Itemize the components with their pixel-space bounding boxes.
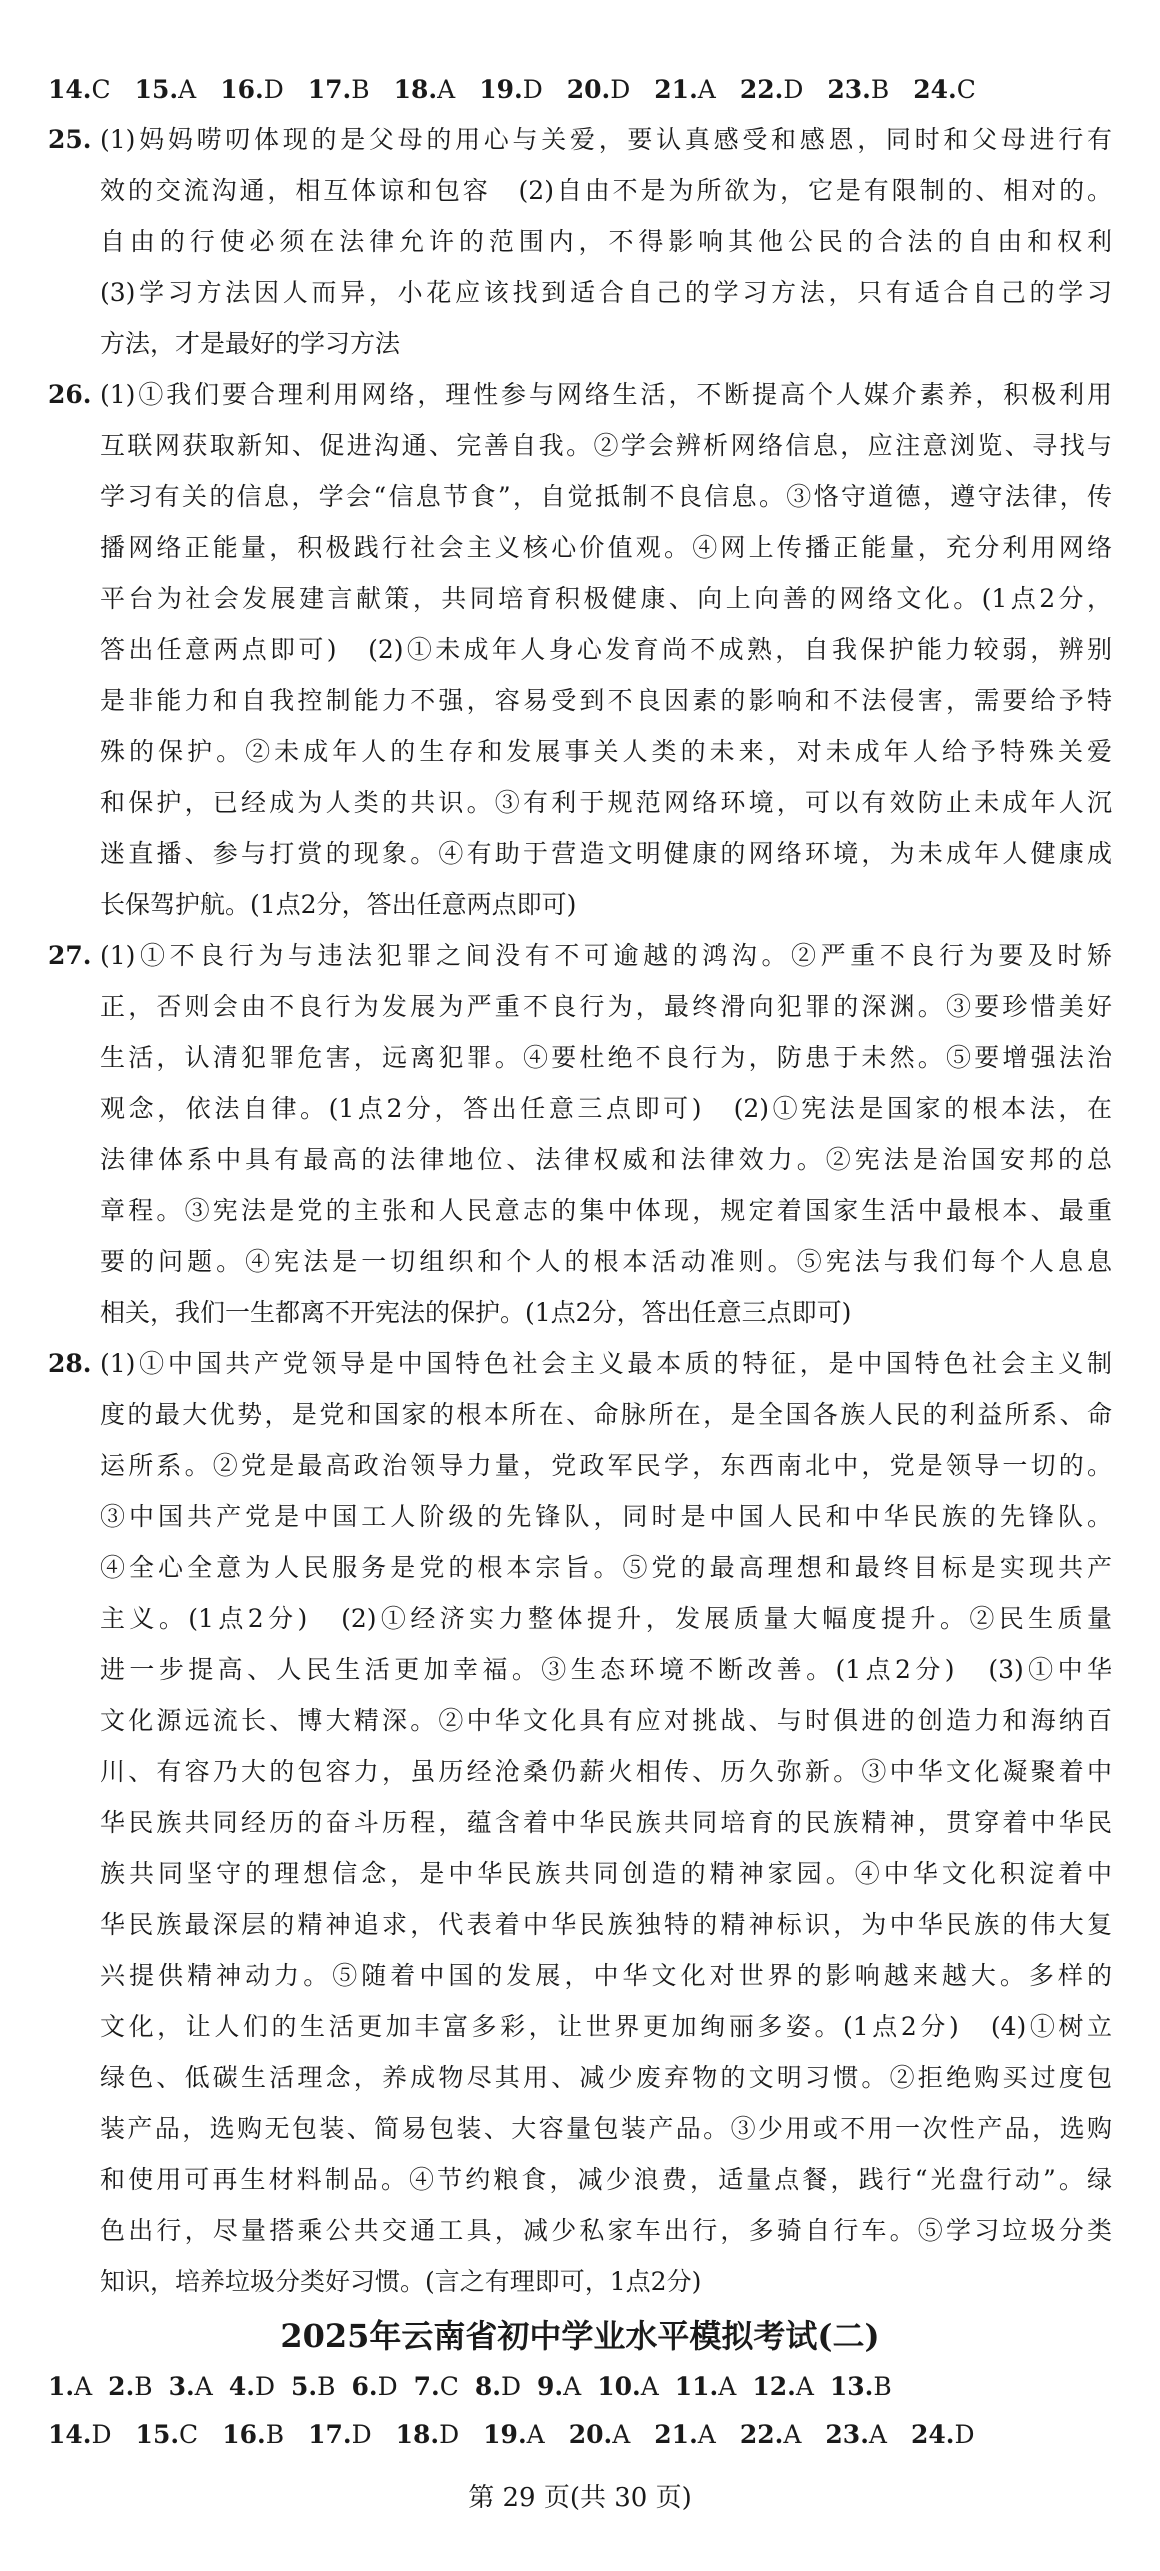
answer-item: [567, 66, 631, 114]
answer-item: [308, 2411, 372, 2459]
question-answer-text: [100, 1338, 1112, 2307]
answer-item: [135, 66, 197, 114]
answer-line: 殊的保护。②未成年人的生存和发展事关人类的未来，对未成年人给予特殊关爱: [100, 737, 1112, 766]
question-block: [48, 369, 1112, 930]
answer-line: 川、有容乃大的包容力，虽历经沧桑仍薪火相传、历久弥新。③中华文化凝聚着中: [100, 1757, 1112, 1786]
answer-number: 21.: [654, 75, 698, 104]
answer-line: 华民族共同经历的奋斗历程，蕴含着中华民族共同培育的民族精神，贯穿着中华民: [100, 1808, 1112, 1837]
answer-number: 17.: [308, 2420, 352, 2449]
answer-choice: C: [91, 75, 111, 104]
exam-title: 2025年云南省初中学业水平模拟考试(二): [280, 2317, 880, 2355]
answer-line: 迷直播、参与打赏的现象。④有助于营造文明健康的网络环境，为未成年人健康成: [100, 839, 1112, 868]
answer-item: [229, 2363, 275, 2411]
answer-choice: A: [437, 75, 456, 104]
answer-line: 播网络正能量，积极践行社会主义核心价值观。④网上传播正能量，充分利用网络: [100, 533, 1112, 562]
question-number: 25.: [48, 125, 92, 154]
answer-item: [830, 2363, 892, 2411]
answer-item: [740, 66, 804, 114]
answer-number: 21.: [654, 2420, 698, 2449]
answer-choice: D: [500, 2372, 522, 2401]
answer-line: 互联网获取新知、促进沟通、完善自我。②学会辨析网络信息，应注意浏览、寻找与: [100, 431, 1112, 460]
answer-item: [740, 2411, 802, 2459]
answer-choice: A: [640, 2372, 659, 2401]
answer-line: 度的最大优势，是党和国家的根本所在、命脉所在，是全国各族人民的利益所系、命: [100, 1400, 1112, 1429]
answer-choice: D: [522, 75, 543, 104]
answer-number: 20.: [566, 75, 611, 104]
answer-item: [675, 2363, 737, 2411]
answer-item: [479, 66, 543, 114]
answer-item: [483, 2411, 545, 2459]
answer-line: 观念，依法自律。(1点2分，答出任意三点即可) (2)①宪法是国家的根本法，在: [100, 1094, 1112, 1123]
answer-item: [291, 2363, 335, 2411]
answer-number: 24.: [910, 2420, 955, 2449]
answer-number: 18.: [395, 2420, 440, 2449]
answer-number: 23.: [825, 2420, 869, 2449]
answer-choice: B: [870, 75, 890, 104]
answer-choice: B: [134, 2372, 153, 2401]
answer-choice: C: [439, 2372, 459, 2401]
answer-line: 知识，培养垃圾分类好习惯。(言之有理即可，1点2分): [100, 2267, 702, 2296]
answer-number: 11.: [674, 2372, 719, 2401]
answer-line: 华民族最深层的精神追求，代表着中华民族独特的精神标识，为中华民族的伟大复: [100, 1910, 1112, 1939]
answer-item: [537, 2363, 581, 2411]
answer-choice: C: [179, 2420, 199, 2449]
answer-line: 主义。(1点2分) (2)①经济实力整体提升，发展质量大幅度提升。②民生质量: [100, 1604, 1112, 1633]
answer-line: (1)①中国共产党领导是中国特色社会主义最本质的特征，是中国特色社会主义制: [100, 1349, 1112, 1378]
answer-line: 族共同坚守的理想信念，是中华民族共同创造的精神家园。④中华文化积淀着中: [100, 1859, 1112, 1888]
answer-line: 正，否则会由不良行为发展为严重不良行为，最终滑向犯罪的深渊。③要珍惜美好: [100, 992, 1112, 1021]
answer-number: 23.: [827, 75, 871, 104]
answer-line: 运所系。②党是最高政治领导力量，党政军民学，东西南北中，党是领导一切的。: [100, 1451, 1112, 1480]
answer-choice: D: [263, 75, 284, 104]
answer-choice: A: [563, 2372, 582, 2401]
answer-item: [48, 2411, 112, 2459]
answer-item: [136, 2411, 199, 2459]
answer-line: 自由的行使必须在法律允许的范围内，不得影响其他公民的合法的自由和权利: [100, 227, 1112, 256]
answer-number: 4.: [228, 2372, 255, 2401]
answer-choice: A: [178, 75, 197, 104]
answer-choice: A: [526, 2420, 545, 2449]
answer-row-bottom-1: [48, 2363, 1112, 2411]
answer-number: 16.: [220, 75, 264, 104]
answer-number: 2.: [108, 2372, 135, 2401]
answer-line: 章程。③宪法是党的主张和人民意志的集中体现，规定着国家生活中最根本、最重: [100, 1196, 1112, 1225]
answer-number: 9.: [537, 2372, 564, 2401]
answer-line: 效的交流沟通，相互体谅和包容 (2)自由不是为所欲为，它是有限制的、相对的。: [100, 176, 1112, 205]
answer-item: [911, 2411, 975, 2459]
answer-item: [825, 2411, 887, 2459]
answer-choice: A: [74, 2372, 93, 2401]
answer-number: 17.: [307, 75, 352, 104]
answer-item: [752, 2363, 814, 2411]
answer-number: 14.: [48, 2420, 92, 2449]
answer-number: 7.: [413, 2372, 440, 2401]
answer-line: 要的问题。④宪法是一切组织和个人的根本活动准则。⑤宪法与我们每个人息息: [100, 1247, 1112, 1276]
answer-item: [654, 2411, 716, 2459]
answer-choice: D: [439, 2420, 460, 2449]
answer-choice: D: [91, 2420, 112, 2449]
answer-number: 14.: [48, 75, 92, 104]
answer-choice: B: [351, 75, 370, 104]
answer-line: 学习有关的信息，学会“信息节食”，自觉抵制不良信息。③恪守道德，遵守法律，传: [100, 482, 1112, 511]
question-block: [48, 1338, 1112, 2307]
answer-choice: A: [194, 2372, 213, 2401]
answer-item: [108, 2363, 152, 2411]
answer-item: [414, 2363, 459, 2411]
answer-item: [169, 2363, 213, 2411]
question-answer-text: [100, 369, 1112, 930]
answer-row-top: [48, 66, 1112, 114]
answer-choice: B: [873, 2372, 892, 2401]
answer-choice: D: [377, 2372, 398, 2401]
answer-item: [394, 66, 456, 114]
answer-number: 8.: [474, 2372, 501, 2401]
answer-line: 文化源远流长、博大精深。②中华文化具有应对挑战、与时俱进的创造力和海纳百: [100, 1706, 1112, 1735]
answer-number: 1.: [48, 2372, 75, 2401]
answer-line: 相关，我们一生都离不开宪法的保护。(1点2分，答出任意三点即可): [100, 1298, 852, 1327]
answer-number: 10.: [597, 2372, 641, 2401]
answer-number: 15.: [135, 2420, 180, 2449]
answer-line: 方法，才是最好的学习方法: [100, 329, 401, 358]
answer-line: 是非能力和自我控制能力不强，容易受到不良因素的影响和不法侵害，需要给予特: [100, 686, 1112, 715]
answer-line: 和保护，已经成为人类的共识。③有利于规范网络环境，可以有效防止未成年人沉: [100, 788, 1112, 817]
answer-line: 色出行，尽量搭乘公共交通工具，减少私家车出行，多骑自行车。⑤学习垃圾分类: [100, 2216, 1112, 2245]
answer-item: [654, 66, 716, 114]
answer-choice: D: [783, 75, 804, 104]
answer-number: 22.: [739, 75, 784, 104]
answer-line: ④全心全意为人民服务是党的根本宗旨。⑤党的最高理想和最终目标是实现共产: [100, 1553, 1112, 1582]
answer-line: (1)①不良行为与违法犯罪之间没有不可逾越的鸿沟。②严重不良行为要及时矫: [100, 941, 1112, 970]
answer-line: 兴提供精神动力。⑤随着中国的发展，中华文化对世界的影响越来越大。多样的: [100, 1961, 1112, 1990]
answer-number: 24.: [913, 75, 957, 104]
answer-choice: D: [954, 2420, 975, 2449]
answer-line: ③中国共产党是中国工人阶级的先锋队，同时是中国人民和中华民族的先锋队。: [100, 1502, 1112, 1531]
answer-number: 20.: [568, 2420, 613, 2449]
page-footer: 第 29 页(共 30 页): [468, 2483, 692, 2513]
answer-item: [222, 2411, 284, 2459]
question-number: 27.: [48, 941, 92, 970]
answer-choice: C: [956, 75, 976, 104]
answer-item: [569, 2411, 631, 2459]
answer-line: 法律体系中具有最高的法律地位、法律权威和法律效力。②宪法是治国安邦的总: [100, 1145, 1112, 1174]
question-answer-text: [100, 114, 1112, 369]
answer-item: [220, 66, 284, 114]
answer-line: 生活，认清犯罪危害，远离犯罪。④要杜绝不良行为，防患于未然。⑤要增强法治: [100, 1043, 1112, 1072]
answer-item: [396, 2411, 460, 2459]
question-number: 28.: [48, 1349, 92, 1378]
answer-row-bottom-2: [48, 2411, 1112, 2459]
answer-number: 6.: [351, 2372, 378, 2401]
answer-line: 文化，让人们的生活更加丰富多彩，让世界更加绚丽多姿。(1点2分) (4)①树立: [100, 2012, 1112, 2041]
answer-choice: A: [697, 75, 716, 104]
answer-item: [48, 66, 111, 114]
answer-choice: B: [265, 2420, 285, 2449]
answer-item: [827, 66, 889, 114]
answer-number: 19.: [483, 2420, 527, 2449]
answer-item: [475, 2363, 521, 2411]
answer-line: 进一步提高、人民生活更加幸福。③生态环境不断改善。(1点2分) (3)①中华: [100, 1655, 1112, 1684]
answer-number: 19.: [479, 75, 523, 104]
answer-choice: B: [317, 2372, 336, 2401]
answer-line: (3)学习方法因人而异，小花应该找到适合自己的学习方法，只有适合自己的学习: [100, 278, 1112, 307]
answer-number: 13.: [829, 2372, 874, 2401]
answer-line: (1)①我们要合理利用网络，理性参与网络生活，不断提高个人媒介素养，积极利用: [100, 380, 1112, 409]
question-number: 26.: [48, 380, 92, 409]
answer-number: 18.: [393, 75, 438, 104]
answer-choice: A: [795, 2372, 814, 2401]
answer-choice: D: [351, 2420, 372, 2449]
answer-line: 绿色、低碳生活理念，养成物尽其用、减少废弃物的文明习惯。②拒绝购买过度包: [100, 2063, 1112, 2092]
answer-choice: A: [612, 2420, 631, 2449]
answer-choice: D: [254, 2372, 275, 2401]
answer-item: [48, 2363, 92, 2411]
answer-item: [913, 66, 976, 114]
answer-number: 3.: [168, 2372, 195, 2401]
answer-line: 平台为社会发展建言献策，共同培育积极健康、向上向善的网络文化。(1点2分，: [100, 584, 1112, 613]
question-list: [48, 114, 1112, 2307]
answer-line: 和使用可再生材料制品。④节约粮食，减少浪费，适量点餐，践行“光盘行动”。绿: [100, 2165, 1112, 2194]
answer-choice: A: [783, 2420, 802, 2449]
answer-line: (1)妈妈唠叨体现的是父母的用心与关爱，要认真感受和感恩，同时和父母进行有: [100, 125, 1112, 154]
answer-number: 15.: [134, 75, 179, 104]
answer-number: 16.: [222, 2420, 266, 2449]
question-block: [48, 114, 1112, 369]
answer-number: 12.: [752, 2372, 796, 2401]
answer-line: 答出任意两点即可) (2)①未成年人身心发育尚不成熟，自我保护能力较弱，辨别: [100, 635, 1112, 664]
answer-item: [597, 2363, 659, 2411]
answer-choice: A: [697, 2420, 716, 2449]
answer-line: 装产品，选购无包装、简易包装、大容量包装产品。③少用或不用一次性产品，选购: [100, 2114, 1112, 2143]
question-block: [48, 930, 1112, 1338]
question-answer-text: [100, 930, 1112, 1338]
answer-line: 长保驾护航。(1点2分，答出任意两点即可): [100, 890, 577, 919]
answer-choice: A: [868, 2420, 887, 2449]
answer-number: 22.: [739, 2420, 784, 2449]
answer-choice: A: [718, 2372, 737, 2401]
answer-item: [308, 66, 370, 114]
answer-item: [351, 2363, 397, 2411]
answer-choice: D: [610, 75, 631, 104]
answer-number: 5.: [290, 2372, 318, 2401]
